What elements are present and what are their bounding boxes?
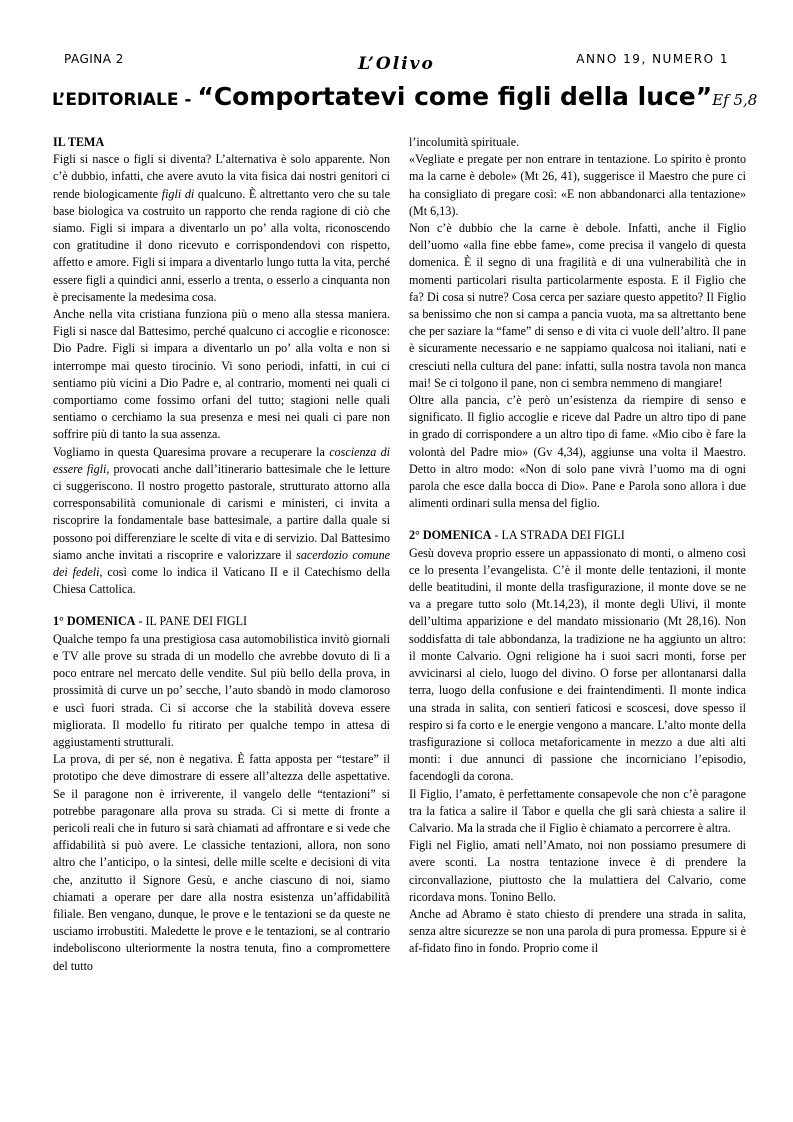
page-number: PAGINA 2 (64, 52, 124, 66)
paragraph: Qualche tempo fa una prestigiosa casa automobilistica invitò giornali e TV alle prove su strada di un modello che avrebbe dovuto di lì a poco entrare nel mercato delle vendite. Sul più bello della prova, in prossimità di curve un po’ secche, l’auto sbandò in modo clamoroso e uscì fuori strada. Ci si accorse che la stabilità doveva essere migliorata. Il modello fu ritirato per qualche tempo in attesa di aggiustamenti strutturali. (53, 631, 390, 749)
paragraph: Non c’è dubbio che la carne è debole. Infatti, anche il Figlio dell’uomo «alla fine ebbe fame», come precisa il vangelo di questa domenica. È il segno di una fragilità e di una vulnerabilità che in momenti particolari risulta particolarmente esposta. E il Figlio che fa? Di cosa si nutre? Cosa cerca per saziare questo appetito? Il Figlio sa benissimo che non si campa a pancia vuota, ma sa altrettanto bene che per saziare la “fame” di senso e di vita ci vuole dell’altro. Il pane è sicuramente necessario e ne sappiamo qualcosa noi italiani, nati e cresciuti nella cultura del pane: infatti, sulla nostra tavola non manca mai! Se ci tolgono il pane, non ci sembra nemmeno di mangiare! (409, 221, 746, 390)
paragraph: Il Figlio, l’amato, è perfettamente consapevole che non c’è paragone tra la fatica a salire il Tabor e quella che gli sarà chiesta a salire il Calvario. Ma la strada che il Figlio è chiamato a percorrere è altra. (409, 786, 746, 835)
paragraph: Anche ad Abramo è stato chiesto di prendere una strada in salita, senza altre sicurezze se non una parola di pura promessa. Eppure si è af-fidato fino in fondo. Proprio come il (409, 906, 746, 956)
paragraph: Vogliamo in questa Quaresima provare a recuperare la coscienza di essere figli, provocati anche dall’itinerario battesimale che le letture ci suggeriscono. Il nostro progetto pastorale, strutturato attorno alla corresponsabilità comunionale di carismi e ministeri, ci invita a riscoprire la fondamentale base battesimale, a partire dalla quale si possono poi differenziare le scelte di vita e di servizio. Dal Battesimo siamo anche invitati a riscoprire e valorizzare il sacerdozio comune dei fedeli, così come lo indica il Vaticano II e il Catechismo della Chiesa Cattolica. (53, 444, 390, 597)
section-heading-domenica-1: 1° DOMENICA - IL PANE DEI FIGLI (53, 614, 248, 629)
paragraph: La prova, di per sé, non è negativa. È fatta apposta per “testare” il prototipo che deve dimostrare di essere all’altezza delle aspettative. Se il paragone non è irriverente, il vangelo delle “tentazioni” si potrebbe paragonare alla prova su strada. Ci si mette di fronte a pericoli reali che in futuro si sarà chiamati ad affrontare e si vede che affidabilità si può avere. Le classiche tentazioni, allora, non sono altro che l’anticipo, o la sintesi, delle mille scelte e decisioni di vita che, anzitutto il Signore Gesù, e anche ciascuno di noi, siamo chiamati a operare per dare alla nostra esistenza un’affidabilità filiale. Ben vengano, dunque, le prove e le tentazioni se da queste ne usciamo irrobustiti. Maledette le prove e le tentazioni, se al contrario indeboliscono ulteriormente la nostra tenuta, fino a compromettere del tutto (53, 752, 390, 973)
right-column (409, 134, 746, 958)
paragraph: Figli si nasce o figli si diventa? L’alternativa è solo apparente. Non c’è dubbio, infatti, che avere avuto la vita fisica dai nostri genitori ci rende biologicamente figli di qualcuno. È altrettanto vero che su tale base biologica va costruito un rapporto che renda ragione di ciò che siamo. Figli si impara a diventarlo un po’ alla volta, riconoscendo con gratitudine il dono ricevuto e corrispondendovi con rispetto, affetto e amore. Figli si impara a diventarlo lungo tutta la vita, perché essere figli a quindici anni, esserlo a trenta, o esserlo a cinquanta non è precisamente la medesima cosa. (53, 152, 390, 304)
paragraph: Figli nel Figlio, amati nell’Amato, noi non possiamo presumere di avere sconti. La nostra tentazione invece è di prendere la circonvallazione, piuttosto che la mulattiera del Calvario, come ricordava mons. Tonino Bello. (409, 838, 746, 904)
paragraph: l’incolumità spirituale. (409, 135, 520, 149)
section-heading-tema: IL TEMA (53, 135, 105, 149)
title-main: “Comportatevi come figli della luce” (197, 82, 713, 111)
left-column (53, 134, 390, 975)
title-prefix: L’EDITORIALE - (52, 90, 198, 110)
issue-number: ANNO 19, NUMERO 1 (576, 52, 729, 66)
paragraph: Gesù doveva proprio essere un appassionato di monti, o almeno così ce lo presenta l’evangelista. C’è il monte delle tentazioni, il monte delle beatitudini, il monte della trasfigurazione, il monte dove se ne va a pregare tutto solo (Mt.14,23), il monte degli Ulivi, il monte dell’ultima apparizione e del mandato missionario (Mt 28,16). Non soddisfatta di tale abbondanza, la tradizione ne ha aggiunto un altro: il monte Calvario. Ogni religione ha i suoi sacri monti, forse per avvicinarsi al cielo, luogo del divino. O forse per allontanarsi dalla terra, luogo della confusione e dei fraintendimenti. Il monte indica una strada in salita, con sentieri faticosi e scoscesi, dove spesso il respiro si fa corto e le energie vengono a mancare. L’alto monte della trasfigurazione si colloca metaforicamente in mezzo a due alti alti monti: i due annunci di passione che incorniciano l’episodio, facendogli da corona. (409, 545, 746, 784)
paragraph: Anche nella vita cristiana funziona più o meno alla stessa maniera. Figli si nasce dal Battesimo, perché qualcuno ci accoglie e riconosce: Dio Padre. Figli si impara a diventarlo un po’ alla volta e non si interrompe mai questo tirocinio. Vi sono periodi, infatti, in cui ci sentiamo più vicini a Dio Padre e, al contrario, momenti nei quali ci comportiamo come fossimo orfani del tutto; stagioni nelle quali sentiamo o cerchiamo la sua presenza e mesi nei quali ci pare non soffrire più di tanto la sua assenza. (53, 307, 390, 442)
paragraph: «Vegliate e pregate per non entrare in tentazione. Lo spirito è pronto ma la carne è debole» (Mt 26, 41), suggerisce il Maestro che pure ci ha consigliato di pregare così: «E non abbandonarci alla tentazione» (Mt 6,13). (409, 152, 746, 218)
masthead: L’Olivo (358, 54, 435, 74)
article-title (52, 82, 758, 111)
title-reference: Ef 5,8 (712, 91, 758, 109)
paragraph: Oltre alla pancia, c’è però un’esistenza da riempire di senso e significato. Il figlio accoglie e riceve dal Padre un altro tipo di pane in grado di corrispondere a un altro tipo di fame. «Mio cibo è fare la volontà del Padre mio» (Gv 4,34), aggiunse una volta il Maestro. Detto in altro modo: «Non di solo pane vivrà l’uomo ma di ogni parola che esce dalla bocca di Dio». Pane e Parola sono allora i due alimenti ordinari sulla mensa del figlio. (409, 393, 746, 511)
section-heading-domenica-2: 2° DOMENICA - LA STRADA DEI FIGLI (409, 528, 625, 543)
